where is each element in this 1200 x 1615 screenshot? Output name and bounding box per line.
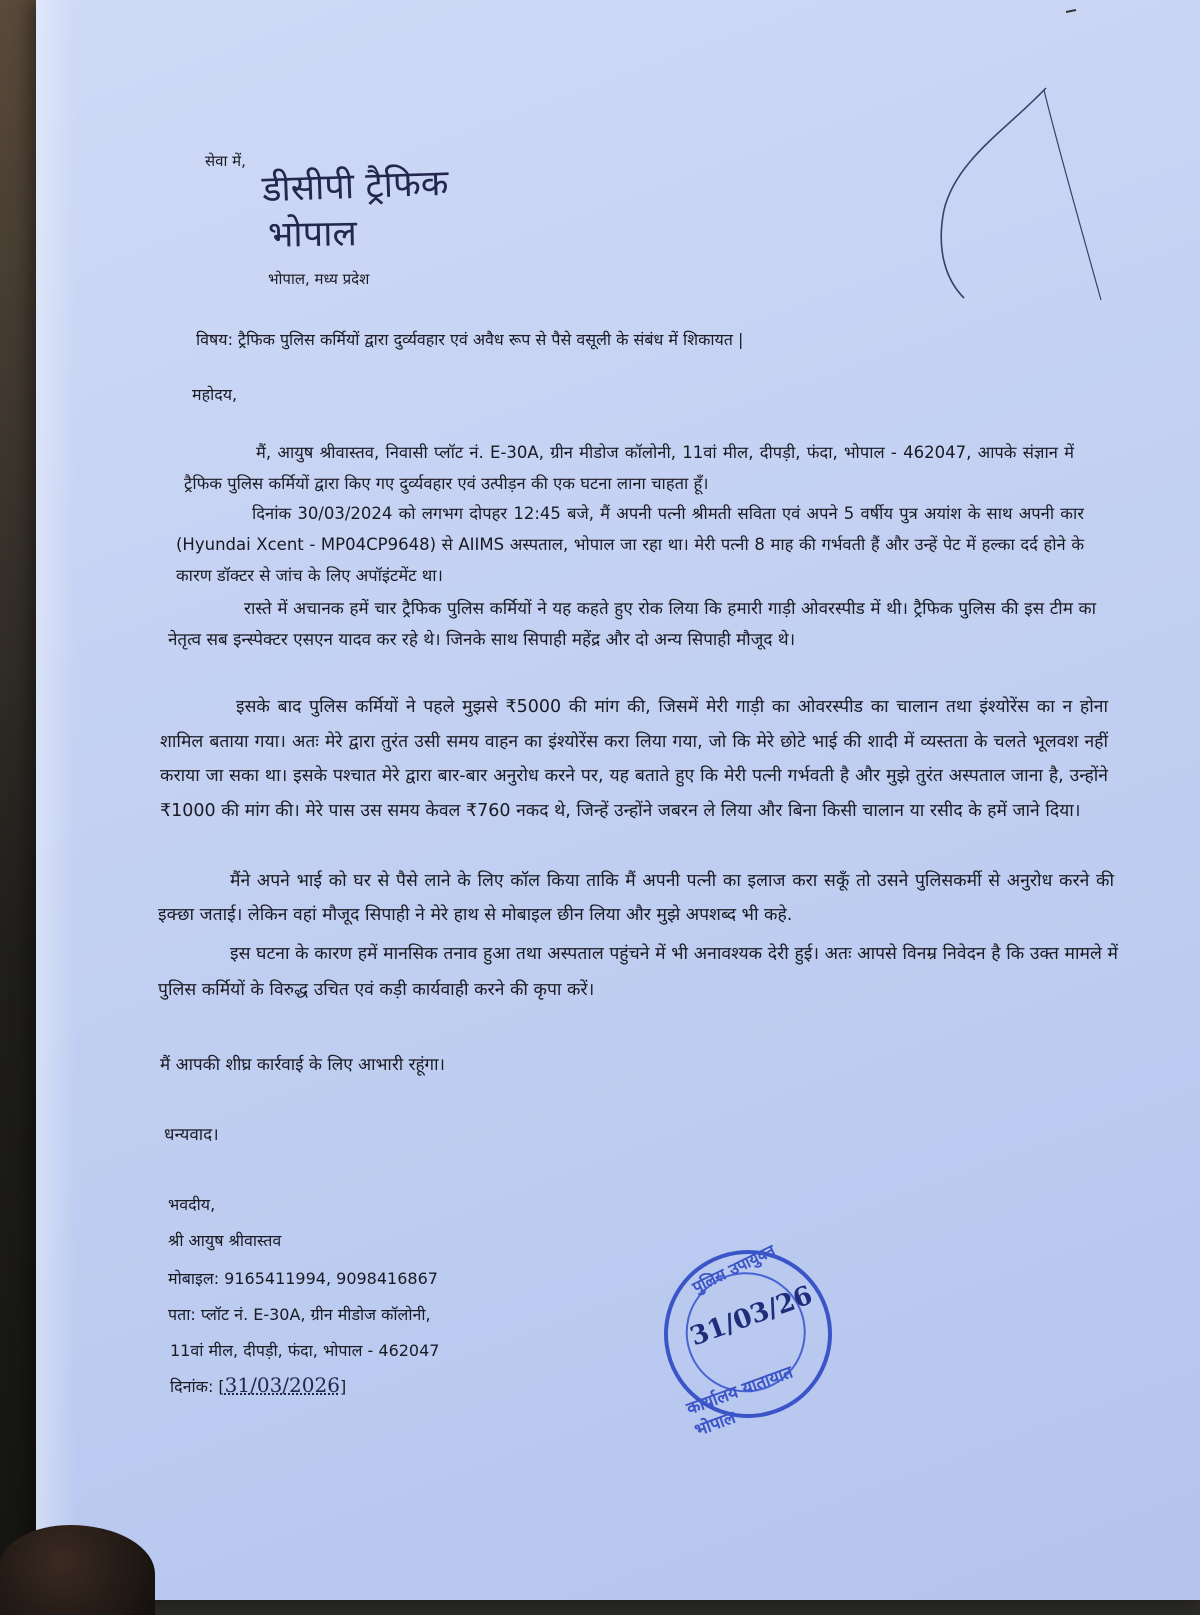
sender-mobile: मोबाइल: 9165411994, 9098416867	[168, 1269, 438, 1288]
pen-scribble	[916, 0, 1176, 310]
body-paragraph-1: मैं, आयुष श्रीवास्तव, निवासी प्लॉट नं. E-30A, ग्रीन मीडोज कॉलोनी, 11वां मील, दीपड़ी, फंदा, भोपाल - 462047, आपके संज्ञान में ट्रैफिक पुलिस कर्मियों द्वारा किए गए दुर्व्यवहार एवं उत्पीड़न की एक घटना लाना चाहता हूँ।	[184, 443, 1074, 493]
body-paragraph-4: इसके बाद पुलिस कर्मियों ने पहले मुझसे ₹5000 की मांग की, जिसमें मेरी गाड़ी का ओवरस्पीड का चालान तथा इंश्योरेंस का न होना शामिल बताया गया। अतः मेरे द्वारा तुरंत उसी समय वाहन का इंश्योरेंस करा लिया गया, जो कि मेरे छोटे भाई की शादी में व्यस्तता के चलते भूलवश नहीं कराया जा सका था। इसके पश्चात मेरे द्वारा बार-बार अनुरोध करने पर, यह बताते हुए कि मेरी पत्नी गर्भवती है और मुझे तुरंत अस्पताल जाना है, उन्होंने ₹1000 की मांग की। मेरे पास उस समय केवल ₹760 नकद थे, जिन्हें उन्होंने जबरन ले लिया और बिना किसी चालान या रसीद के हमें जाने दिया।	[160, 697, 1108, 821]
stamp-bottom-text: कार्यालय यातायात भोपाल	[684, 1362, 796, 1441]
date-handwritten: 31/03/2026	[224, 1373, 340, 1397]
stamp-top-text: पुलिस उपायुक्त	[689, 1240, 779, 1297]
thanks: धन्यवाद।	[164, 1125, 219, 1145]
body-paragraph-6: इस घटना के कारण हमें मानसिक तनाव हुआ तथा अस्पताल पहुंचने में भी अनावश्यक देरी हुई। अतः आपसे विनम्र निवेदन है कि उक्त मामले में पुलिस कर्मियों के विरुद्ध उचित एवं कड़ी कार्यवाही करने की कृपा करें।	[158, 944, 1118, 1000]
greeting: महोदय,	[192, 385, 238, 404]
sender-address-line2: 11वां मील, दीपड़ी, फंदा, भोपाल - 462047	[170, 1341, 440, 1360]
paper-fold-shade	[36, 0, 76, 1600]
subject-line: विषय: ट्रैफिक पुलिस कर्मियों द्वारा दुर्व्यवहार एवं अवैध रूप से पैसे वसूली के संबंध में शिकायत |	[196, 330, 744, 349]
salutation-to: सेवा में,	[205, 152, 246, 170]
closing-line: मैं आपकी शीघ्र कार्रवाई के लिए आभारी रहूंगा।	[160, 1055, 445, 1075]
sender-name: श्री आयुष श्रीवास्तव	[168, 1231, 282, 1250]
date-row	[170, 1368, 346, 1404]
sender-address-line1: पता: प्लॉट नं. E-30A, ग्रीन मीडोज कॉलोनी,	[168, 1305, 431, 1324]
date-label: दिनांक: [	[170, 1377, 225, 1396]
stamp-handwritten-date: 31/03/26	[686, 1280, 817, 1353]
recipient-location: भोपाल, मध्य प्रदेश	[268, 270, 370, 288]
yours-faithfully: भवदीय,	[168, 1195, 216, 1214]
recipient-handwritten-line1: डीसीपी ट्रैफिक	[261, 162, 450, 211]
body-paragraph-3: रास्ते में अचानक हमें चार ट्रैफिक पुलिस कर्मियों ने यह कहते हुए रोक लिया कि हमारी गाड़ी ओवरस्पीड में थी। ट्रैफिक पुलिस की इस टीम का नेतृत्व सब इन्स्पेक्टर एसएन यादव कर रहे थे। जिनके साथ सिपाही महेंद्र और दो अन्य सिपाही मौजूद थे।	[168, 599, 1096, 650]
date-bracket-close: ]	[339, 1377, 347, 1396]
recipient-handwritten-line2: भोपाल	[267, 213, 358, 256]
body-paragraph-5: मैंने अपने भाई को घर से पैसे लाने के लिए कॉल किया ताकि मैं अपनी पत्नी का इलाज करा सकूँ तो उसने पुलिसकर्मी से अनुरोध करने की इक्छा जताई। लेकिन वहां मौजूद सिपाही ने मेरे हाथ से मोबाइल छीन लिया और मुझे अपशब्द भी कहे.	[158, 871, 1114, 925]
body-paragraph-2: दिनांक 30/03/2024 को लगभग दोपहर 12:45 बजे, मैं अपनी पत्नी श्रीमती सविता एवं अपने 5 वर्षीय पुत्र अयांश के साथ अपनी कार (Hyundai Xcent - MP04CP9648) से AIIMS अस्पताल, भोपाल जा रहा था। मेरी पत्नी 8 माह की गर्भवती हैं और उन्हें पेट में हल्का दर्द होने के कारण डॉक्टर से जांच के लिए अपॉइंटमेंट था।	[176, 504, 1084, 585]
